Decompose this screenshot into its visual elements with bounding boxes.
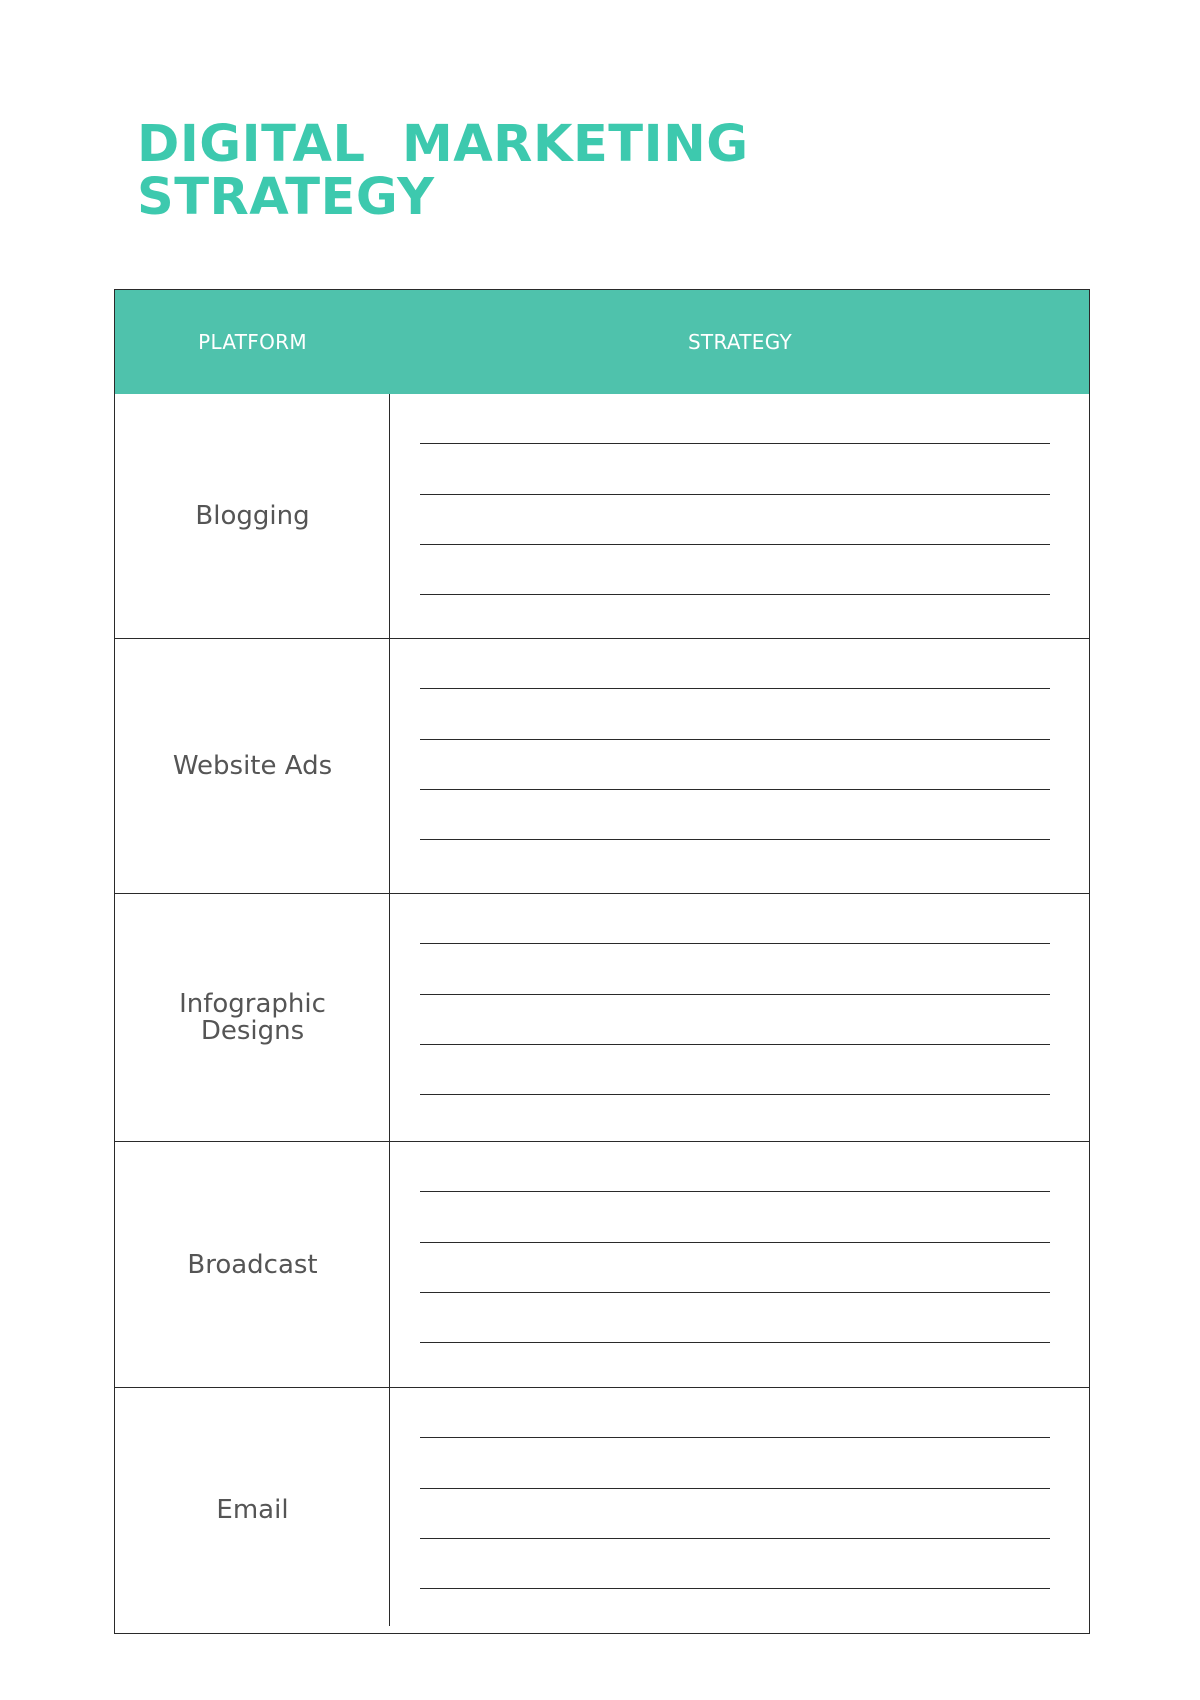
table-row [115, 894, 1089, 1142]
strategy-write-line [420, 839, 1050, 840]
strategy-write-line [420, 943, 1050, 944]
strategy-table [114, 289, 1090, 1634]
table-row [115, 1388, 1089, 1633]
strategy-write-line [420, 443, 1050, 444]
platform-label: Blogging [195, 501, 310, 531]
strategy-write-line [420, 1437, 1050, 1438]
title-line-2: STRATEGY [137, 168, 435, 227]
strategy-write-line [420, 1488, 1050, 1489]
title-line-1: DIGITAL MARKETING [137, 115, 749, 174]
strategy-write-line [420, 1292, 1050, 1293]
platform-label: Broadcast [187, 1249, 318, 1280]
strategy-write-line [420, 1094, 1050, 1095]
strategy-write-line [420, 1191, 1050, 1192]
header-platform: PLATFORM [198, 330, 307, 354]
strategy-write-line [420, 1044, 1050, 1045]
table-row [115, 1142, 1089, 1388]
strategy-write-line [420, 1538, 1050, 1539]
table-row [115, 394, 1089, 639]
platform-label: Email [216, 1495, 289, 1525]
strategy-write-line [420, 494, 1050, 495]
platform-label: Infographic Designs [179, 989, 326, 1046]
header-strategy: STRATEGY [687, 330, 793, 354]
strategy-write-line [420, 1342, 1050, 1343]
strategy-write-line [420, 1242, 1050, 1243]
strategy-write-line [420, 994, 1050, 995]
table-row [115, 639, 1089, 894]
strategy-write-line [420, 544, 1050, 545]
strategy-write-line [420, 688, 1050, 689]
strategy-write-line [420, 789, 1050, 790]
strategy-write-line [420, 1588, 1050, 1589]
document-title [137, 115, 749, 227]
strategy-write-line [420, 739, 1050, 740]
platform-label: Website Ads [172, 751, 333, 781]
table-header [115, 290, 1089, 394]
strategy-write-line [420, 594, 1050, 595]
